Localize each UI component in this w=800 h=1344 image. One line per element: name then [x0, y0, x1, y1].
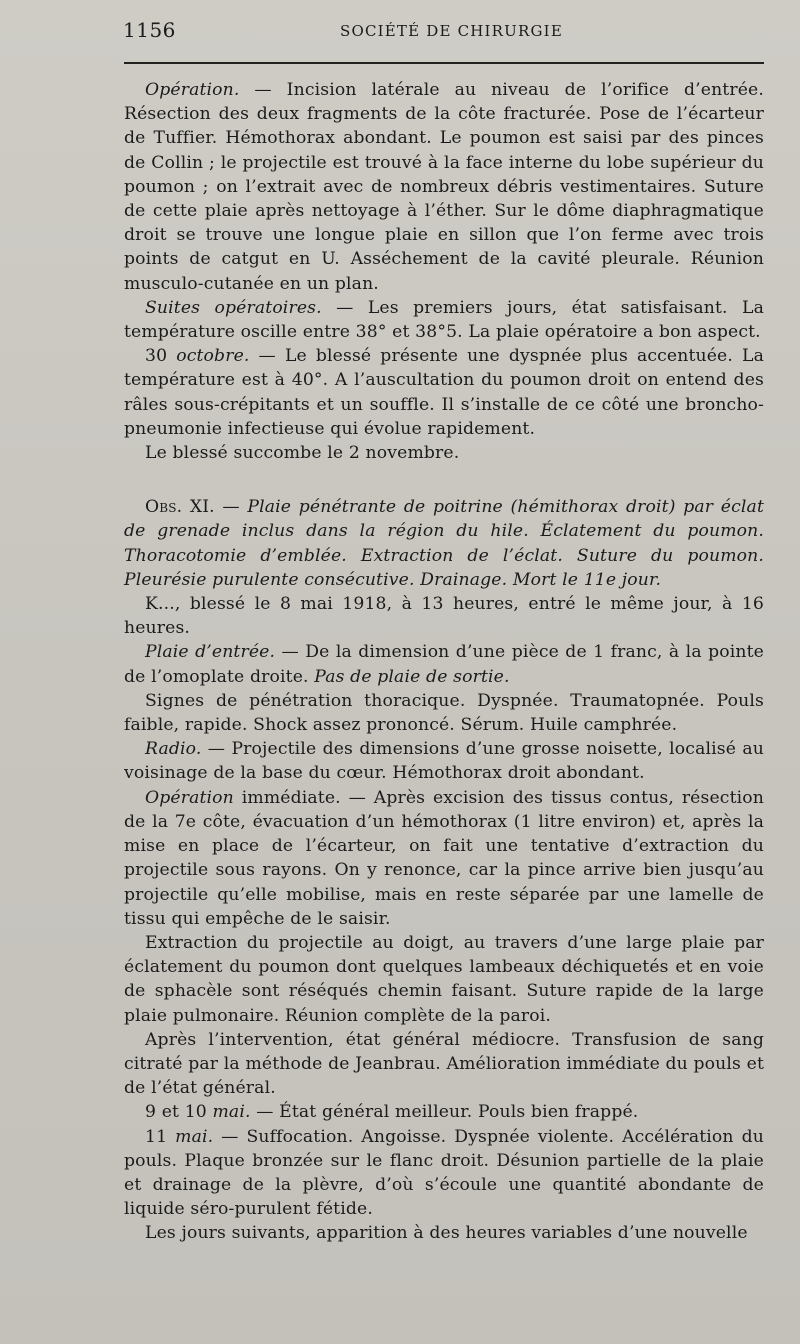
observation-tag: Obs. XI. [145, 497, 215, 518]
paragraph-radio [124, 737, 764, 785]
paragraph-text: — Le blessé présente une dyspnée plus accentuée. La température est à 40°. A l’auscultation du poumon droit on entend des râles sous-crépitants et un souffle. Il s’installe de ce côté une broncho-pneumonie infectieuse qui évolue rapidement. [124, 346, 764, 439]
running-title: SOCIÉTÉ DE CHIRURGIE [340, 22, 563, 40]
paragraph-label: octobre. [176, 346, 250, 367]
paragraph-text: immédiate. — Après excision des tissus contus, résection de la 7e côte, évacuation d’un hémothorax (1 litre environ) et, après la mise en place de l’écarteur, on fait une tentative d’extraction du projectile sous rayons. On y renonce, car la pince arrive bien jusqu’au projectile qu’elle mobilise, mais en reste séparée par une lamelle de tissu qui empêche de le saisir. [124, 787, 764, 929]
paragraph-extraction [124, 931, 764, 1028]
section-gap [124, 465, 764, 495]
paragraph-label: Radio. [145, 739, 202, 760]
paragraph-patient [124, 592, 764, 640]
paragraph-30-octobre [124, 344, 764, 441]
paragraph-text: Après l’intervention, état général médiocre. Transfusion de sang citraté par la méthode de Jeanbrau. Amélioration immédiate du pouls et de l’état général. [124, 1029, 764, 1099]
paragraph-prefix: 11 [145, 1126, 176, 1147]
paragraph-text: Le blessé succombe le 2 novembre. [145, 443, 460, 464]
paragraph-label: mai. [175, 1126, 214, 1147]
header-rule [124, 62, 764, 64]
body-text [124, 78, 764, 1246]
paragraph-apres-intervention [124, 1028, 764, 1101]
paragraph-11-mai [124, 1125, 764, 1222]
paragraph-deces [124, 441, 764, 465]
paragraph-text: — Projectile des dimensions d’une grosse noisette, localisé au voisinage de la base du cœur. Hémothorax droit abondant. [124, 739, 764, 784]
observation-title: — Plaie pénétrante de poitrine (hémithorax droit) par éclat de grenade inclus dans la région du hile. Éclatement du poumon. Thoracotomie d’emblée. Extraction de l’éclat. Suture du poumon. Pleurésie purulente consécutive. Drainage. Mort le 11e jour. [124, 497, 764, 590]
paragraph-text: — De la dimension d’une pièce de 1 franc, à la pointe de l’omoplate droite. [124, 642, 765, 687]
paragraph-plaie-entree [124, 640, 764, 688]
paragraph-operation [124, 78, 764, 296]
paragraph-signes [124, 689, 764, 737]
paragraph-text: — Suffocation. Angoisse. Dyspnée violente. Accélération du pouls. Plaque bronzée sur le flanc droit. Désunion partielle de la plaie et drainage de la plèvre, d’où s’écoule une quantité abondante de liquide séro-purulent fétide. [124, 1126, 764, 1220]
paragraph-prefix: 30 [145, 346, 177, 367]
paragraph-text: — État général meilleur. Pouls bien frappé. [250, 1102, 639, 1123]
paragraph-label: Suites opératoires. [145, 297, 322, 318]
paragraph-label: Pas de plaie de sortie. [314, 666, 510, 687]
paragraph-text: Extraction du projectile au doigt, au travers d’une large plaie par éclatement du poumon dont quelques lambeaux déchiquetés et en voie de sphacèle sont réséqués chemin faisant. Suture rapide de la large plaie pulmonaire. Réunion complète de la paroi. [124, 932, 764, 1026]
paragraph-text: K..., blessé le 8 mai 1918, à 13 heures, entré le même jour, à 16 heures. [124, 594, 764, 639]
paragraph-suites [124, 296, 764, 344]
paragraph-9-10-mai [124, 1100, 764, 1124]
observation-heading [124, 495, 764, 592]
paragraph-jours-suivants [124, 1221, 764, 1245]
paragraph-text: Signes de pénétration thoracique. Dyspnée. Traumatopnée. Pouls faible, rapide. Shock assez prononcé. Sérum. Huile camphrée. [124, 690, 764, 736]
paragraph-label: Opération. [145, 80, 240, 100]
paragraph-label: mai. [212, 1102, 251, 1123]
paragraph-operation-immediate [124, 786, 764, 931]
page-number: 1156 [123, 18, 176, 42]
page-header [0, 14, 800, 50]
paragraph-text: — Les premiers jours, état satisfaisant. La température oscille entre 38° et 38°5. La plaie opératoire a bon aspect. [124, 297, 764, 343]
paragraph-label: Opération [145, 787, 234, 808]
paragraph-text: — Incision latérale au niveau de l’orifice d’entrée. Résection des deux fragments de la côte fracturée. Pose de l’écarteur de Tuffier. Hémothorax abondant. Le poumon est saisi par des pinces de Collin ; le projectile est trouvé à la face interne du lobe supérieur du poumon ; on l’extrait avec de nombreux débris vestimentaires. Suture de cette plaie après nettoyage à l’éther. Sur le dôme diaphragmatique droit se trouve une longue plaie en sillon que l’on ferme avec trois points de catgut en U. Asséchement de la cavité pleurale. Réunion musculo-cutanée en un plan. [124, 80, 764, 294]
paragraph-label: Plaie d’entrée. [145, 642, 276, 663]
paragraph-text: Les jours suivants, apparition à des heures variables d’une nouvelle [145, 1223, 748, 1244]
paragraph-prefix: 9 et 10 [145, 1102, 213, 1123]
